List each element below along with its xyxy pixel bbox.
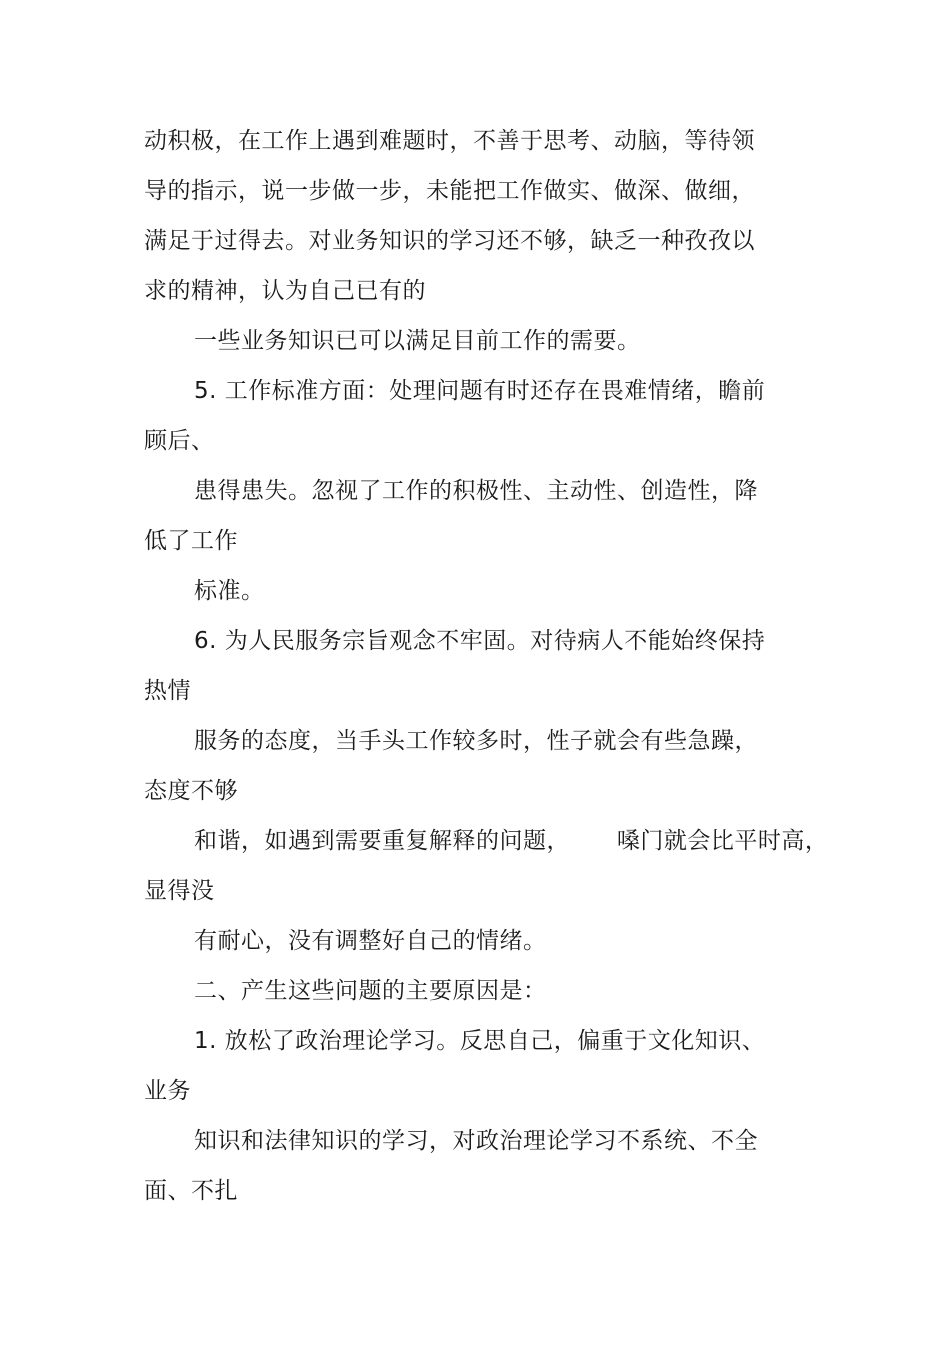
text-line-11: 6. 为人民服务宗旨观念不牢固。对待病人不能始终保持	[194, 628, 766, 654]
text-line-1: 动积极，在工作上遇到难题时，不善于思考、动脑，等待领	[144, 128, 755, 154]
text-line-4: 求的精神，认为自己已有的	[144, 278, 426, 304]
text-line-6: 5. 工作标准方面：处理问题有时还存在畏难情绪，瞻前	[194, 378, 766, 404]
text-line-16: 显得没	[144, 878, 215, 904]
text-line-2: 导的指示，说一步做一步，未能把工作做实、做深、做细，	[144, 178, 755, 204]
text-line-21: 知识和法律知识的学习，对政治理论学习不系统、不全	[194, 1128, 758, 1154]
text-line-10: 标准。	[194, 578, 265, 604]
text-line-15: 和谐，如遇到需要重复解释的问题， 嗓门就会比平时高，	[194, 828, 829, 854]
text-line-19: 1. 放松了政治理论学习。反思自己，偏重于文化知识、	[194, 1028, 766, 1054]
text-line-18: 二、产生这些问题的主要原因是：	[194, 978, 547, 1004]
text-line-17: 有耐心，没有调整好自己的情绪。	[194, 928, 547, 954]
text-line-5: 一些业务知识已可以满足目前工作的需要。	[194, 328, 641, 354]
text-line-3: 满足于过得去。对业务知识的学习还不够，缺乏一种孜孜以	[144, 228, 755, 254]
text-line-9: 低了工作	[144, 528, 238, 554]
text-line-20: 业务	[144, 1078, 191, 1104]
text-line-14: 态度不够	[144, 778, 238, 804]
text-line-22: 面、不扎	[144, 1178, 238, 1204]
text-line-7: 顾后、	[144, 428, 215, 454]
text-line-12: 热情	[144, 678, 191, 704]
text-line-13: 服务的态度，当手头工作较多时，性子就会有些急躁，	[194, 728, 758, 754]
text-line-8: 患得患失。忽视了工作的积极性、主动性、创造性，降	[194, 478, 758, 504]
